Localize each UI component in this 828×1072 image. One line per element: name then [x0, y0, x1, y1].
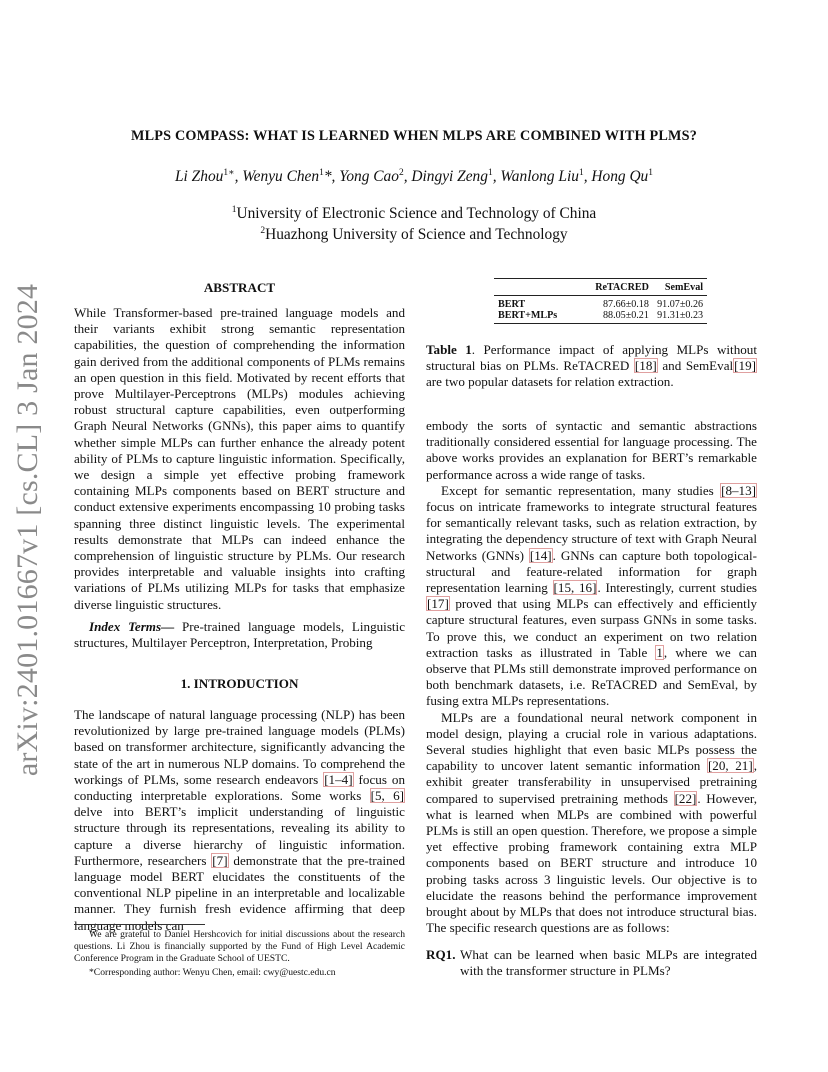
table-header-row	[494, 279, 707, 296]
intro-body	[74, 707, 405, 934]
text-run: are two popular datasets for relation extraction.	[426, 374, 674, 390]
affiliation-sup: 1	[231, 205, 237, 215]
author-list: Li Zhou$^{1∗}$, Wenyu Chen$^1$*, Yong Cao$^2$, Dingyi Zeng$^1$, Wanlong Liu$^1$, Hong Qu$^1$	[175, 168, 653, 186]
author-name: Li Zhou	[175, 168, 224, 186]
table-row	[494, 310, 707, 324]
paragraph-structural	[426, 483, 757, 710]
citation-link[interactable]: [22]	[674, 790, 697, 806]
index-terms-text: Pre-trained language models, Linguistic structures, Multilayer Perceptron, Interpretation, Probing	[74, 618, 406, 651]
table-cell: 91.07±0.26	[657, 299, 704, 310]
footnote-acknowledgement: We are grateful to Daniel Hershcovich for initial discussions about the research questions. Li Zhou is financially supported by the Fund of High Level Academic Conference Program in the Graduate School of UESTC.	[74, 929, 405, 964]
table-cell: 87.66±0.18	[602, 299, 649, 310]
table-reference-link[interactable]: 1	[656, 644, 663, 660]
citation-link[interactable]: [8–13]	[721, 482, 756, 498]
citation-link[interactable]: [7]	[212, 852, 228, 868]
author-name: Dingyi Zeng	[411, 168, 488, 186]
author-sup: 1∗	[223, 168, 235, 178]
footnote-divider	[74, 924, 205, 925]
table-row	[494, 296, 707, 311]
author-sup: 1	[319, 168, 324, 178]
table-header-cell: SemEval	[664, 282, 704, 293]
table-caption	[426, 342, 757, 391]
citation-link[interactable]: [19]	[734, 358, 756, 374]
rq-text: What can be learned when basic MLPs are integrated with the transformer structure in PLMs?	[460, 947, 757, 979]
paper-title: MLPS COMPASS: WHAT IS LEARNED WHEN MLPS ARE COMBINED WITH PLMS?	[131, 128, 697, 144]
citation-link[interactable]: [18]	[634, 358, 657, 374]
author-name: Wanlong Liu	[500, 168, 579, 186]
text-run: . Performance impact of applying MLPs without structural bias on PLMs. ReTACRED	[426, 342, 757, 374]
rq-label: RQ1.	[426, 947, 456, 962]
text-run: and SemEval	[657, 358, 734, 374]
caption-text	[426, 342, 757, 391]
citation-link[interactable]: [17]	[427, 596, 449, 612]
citation-link[interactable]: [15, 16]	[553, 580, 597, 596]
text-run: . Interestingly, current studies	[597, 580, 757, 596]
author-sup: 2	[398, 168, 404, 178]
author-sup: 1	[487, 168, 493, 178]
text-run: The landscape of natural language processing (NLP) has been revolutionized by large pre-trained language models (PLMs) based on transformer architecture, significantly advancing the state of the art in numerous NLP domains. To comprehend the workings of PLMs, some research endeavors	[74, 707, 405, 787]
citation-link[interactable]: [20, 21]	[707, 758, 753, 774]
text-run: , where we can observe that PLMs still demonstrate improved performance on both benchmark datasets, i.e. ReTACRED and SemEval, by fusing extra MLPs representations.	[426, 644, 757, 709]
caption-label: Table 1	[426, 342, 472, 357]
right-column-body	[426, 418, 757, 937]
affiliation-sup: 2	[260, 226, 266, 236]
paragraph-mlps	[426, 710, 757, 937]
footnote-corresponding: *Corresponding author: Wenyu Chen, email: cwy@uestc.edu.cn	[89, 967, 336, 978]
paragraph-continued: embody the sorts of syntactic and semantic abstractions traditionally considered essential for language processing. The above works provides an explanation for BERT’s remarkable performance across a wide range of tasks.	[426, 418, 757, 482]
affiliation-2	[0, 226, 828, 244]
citation-link[interactable]: [1–4]	[324, 771, 353, 787]
text-run: Except for semantic representation, many studies	[441, 482, 721, 498]
text-run: demonstrate that the pre-trained language model BERT elucidates the constituents of the conventional NLP pipeline in an interpretable and localizable manner. They furnish fresh evidence affirming that deep language models can	[74, 852, 405, 933]
affiliation-text: University of Electronic Science and Technology of China	[236, 205, 597, 223]
table-header-cell	[494, 279, 561, 296]
arxiv-id-text: arXiv:2401.01667v1 [cs.CL] 3 Jan 2024	[11, 283, 44, 777]
citation-link[interactable]: [14]	[529, 547, 552, 563]
intro-heading: 1. INTRODUCTION	[180, 676, 299, 691]
index-terms	[74, 619, 405, 651]
table-cell: BERT	[498, 299, 526, 310]
citation-link[interactable]: [5, 6]	[370, 788, 404, 804]
intro-paragraph	[74, 707, 405, 934]
text-run: . However, what is learned when MLPs are combined with powerful PLMs is still an open question. Therefore, we propose a simple yet effective probing framework containing extra MLP components based on BERT structure and introduce 10 probing tasks across 3 linguistic levels. Our objective is to elucidate the reasons behind the performance improvement brought about by MLPs that does not introduce structural bias. The specific research questions are as follows:	[426, 790, 757, 936]
text-run: . GNNs can capture both topological-structural and feature-related information for graph representation learning	[426, 547, 757, 596]
table-cell: 91.31±0.23	[657, 310, 704, 321]
text-run: MLPs are a foundational neural network component in model design, playing a crucial role in various adaptations. Several studies highlight that even basic MLPs possess the capability to uncover latent semantic information	[426, 709, 757, 774]
text-run: , exhibit greater transferability in unsupervised pretraining compared to supervised pretraining methods	[426, 758, 757, 806]
author-name: Wenyu Chen	[242, 168, 320, 186]
affiliation-text: Huazhong University of Science and Technology	[265, 226, 568, 244]
text-run: focus on intricate frameworks to integrate structural features for semantically relevant tasks, such as relation extraction, by integrating the dependency structure of text with Graph Neural Networks (GNNs)	[426, 499, 757, 563]
author-sup: 1	[578, 168, 584, 178]
table-cell: 88.05±0.21	[602, 310, 649, 321]
footnotes	[74, 929, 405, 979]
research-question-1	[426, 947, 757, 979]
table-header-cell: ReTACRED	[595, 282, 649, 293]
text-run: delve into BERT’s implicit understanding of linguistic structure through its representations, revealing its ability to capture a diverse hierarchy of linguistic information. Furthermore, researchers	[74, 804, 405, 868]
abstract-body	[74, 305, 405, 651]
author-name: Yong Cao	[339, 168, 399, 186]
text-run: proved that using MLPs can effectively and efficiently capture structural features, even surpass GNNs in some tasks. To prove this, we conduct an experiment on two relation extraction tasks as illustrated in Table	[426, 596, 757, 660]
author-sup: 1	[648, 168, 653, 178]
table-cell: BERT+MLPs	[498, 310, 558, 321]
arxiv-identifier	[6, 283, 50, 777]
abstract-heading: ABSTRACT	[203, 280, 276, 295]
index-terms-label: Index Terms—	[89, 618, 175, 634]
abstract-text: While Transformer-based pre-trained language models and their variants exhibit strong semantic representation capabilities, the question of comprehending the information gain derived from the additional components of PLMs remains an open question in this field. Motivated by recent efforts that prove Multilayer-Perceptrons (MLPs) modules achieving robust structural capture capabilities, even outperforming Graph Neural Networks (GNNs), this paper aims to quantify whether simple MLPs can further enhance the already potent ability of PLMs to capture linguistic information. Specifically, we design a simple yet effective probing framework containing MLPs components based on BERT structure and conduct extensive experiments encompassing 10 probing tasks spanning three distinct linguistic levels. The experimental results demonstrate that MLPs can indeed enhance the comprehension of linguistic structure by PLMs. Our research provides interpretable and valuable insights into crafting variations of PLMs utilizing MLPs for tasks that emphasize diverse linguistic structures.	[74, 305, 405, 612]
results-table	[494, 278, 707, 324]
text-run: focus on conducting interpretable explorations. Some works	[74, 771, 405, 804]
author-name: Hong Qu	[591, 168, 649, 186]
affiliation-1	[0, 205, 828, 223]
